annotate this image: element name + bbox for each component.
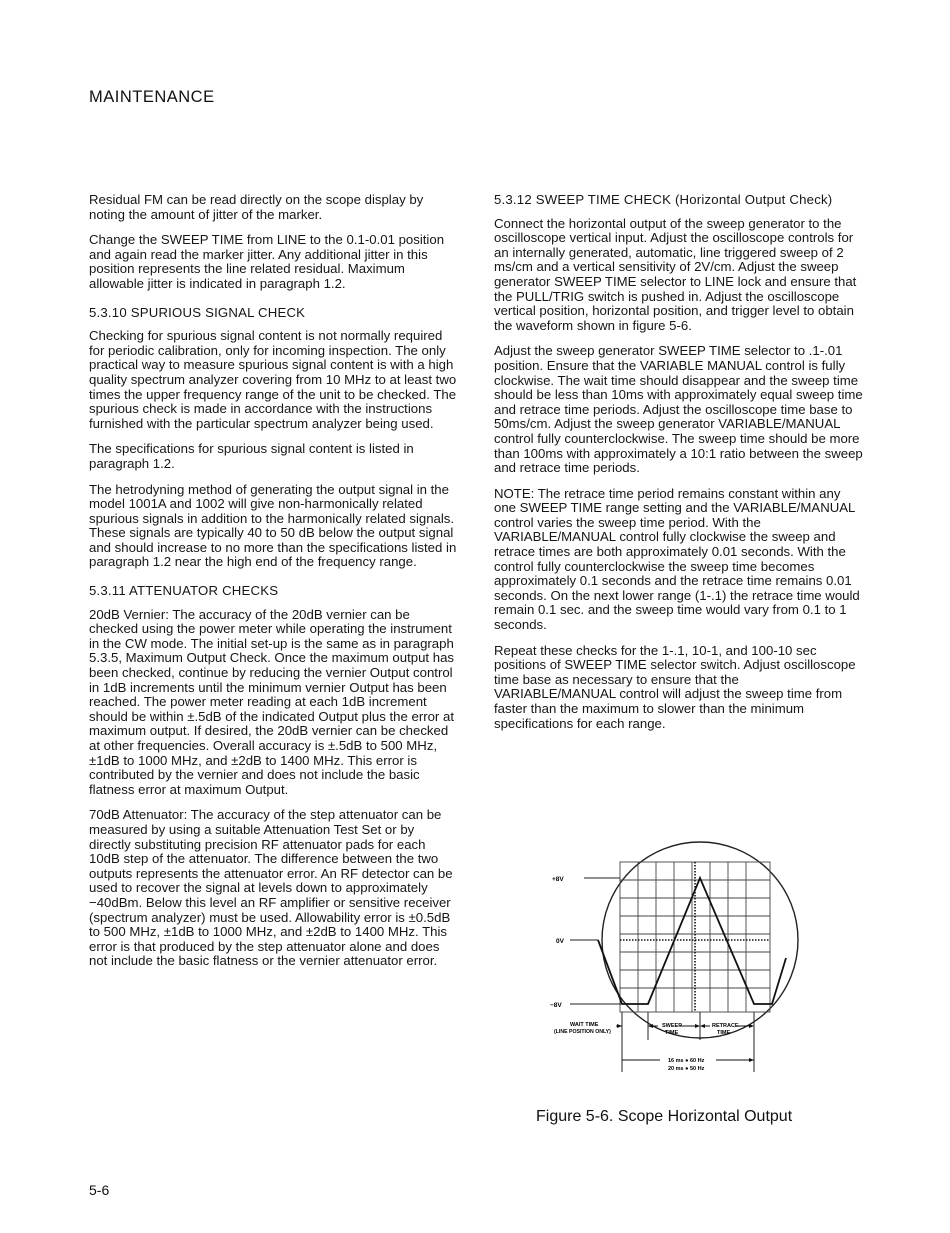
section-heading-attenuator: 5.3.11 ATTENUATOR CHECKS	[89, 583, 279, 599]
arrow-head	[617, 1024, 622, 1028]
scope-display	[540, 840, 810, 1085]
sweep-label: SWEEP	[662, 1023, 682, 1029]
paragraph: Adjust the sweep generator SWEEP TIME selector to .1-.01 position. Ensure that the VARIABLE MANUAL control is fully clockwise. The wait time should disappear and the sweep time should be less than 10ms with approximately equal sweep time and retrace time periods. Adjust the oscilloscope time base to 50ms/cm. Adjust the sweep generator VARIABLE/MANUAL control fully counterclockwise. The sweep time should be more than 100ms with approximately a 10:1 ratio between the sweep and retrace time periods.	[494, 343, 863, 476]
arrow-head	[695, 1024, 700, 1028]
paragraph: Connect the horizontal output of the sweep generator to the oscilloscope vertical input. Adjust the oscilloscope controls for an internally generated, automatic, line triggered sweep of 2 ms/cm and a vertical sensitivity of 2V/cm. Adjust the sweep generator SWEEP TIME selector to LINE lock and ensure that the PULL/TRIG switch is pushed in. Adjust the oscilloscope vertical position, horizontal position, and trigger level to obtain the waveform shown in figure 5-6.	[494, 215, 857, 333]
label-minus-8v: −8V	[550, 1002, 562, 1009]
wait-time-sub: (LINE POSITION ONLY)	[554, 1029, 611, 1035]
paragraph: The specifications for spurious signal content is listed in paragraph 1.2.	[89, 441, 414, 471]
period-60hz: 16 ms ● 60 Hz	[668, 1058, 705, 1064]
left-column	[89, 193, 459, 980]
arrow-head	[749, 1058, 754, 1062]
scope-figure	[540, 840, 810, 1085]
paragraph: The hetrodyning method of generating the output signal in the model 1001A and 1002 will give non-harmonically related spurious signals in addition to the harmonically related signals. These signals are typically 40 to 50 dB below the output signal and should increase to no more than the specifications listed in paragraph 1.2 near the high end of the frequency range.	[89, 481, 457, 570]
retrace-time-label: TIME	[717, 1030, 731, 1036]
period-50hz: 20 ms ● 50 Hz	[668, 1066, 705, 1072]
paragraph: Checking for spurious signal content is not normally required for periodic calibration, only for incoming inspection. The only practical way to measure spurious signal content is with a high quality spectrum analyzer covering from 10 MHz to at least two times the upper frequency range of the unit to be checked. The spurious check is made in accordance with the instructions furnished with the particular spectrum analyzer being used.	[89, 328, 457, 431]
wait-time-label: WAIT TIME	[570, 1022, 599, 1028]
paragraph: 70dB Attenuator: The accuracy of the step attenuator can be measured by using a suitable Attenuation Test Set or by directly substituting precision RF attenuator pads for each 10dB step of the attenuator. The difference between the two outputs represents the attenuator error. An RF detector can be used to recover the signal at levels down to approximately −40dBm. Below this level an RF amplifier or sensitive receiver (spectrum analyzer) must be used. Allowability error is ±0.5dB to 500 MHz, ±1dB to 1000 MHz, and ±2dB to 1400 MHz. This error is that produced by the step attenuator alone and does not include the basic flatness or the vernier attenuator error.	[89, 807, 453, 969]
sweep-time-label: TIME	[665, 1030, 679, 1036]
right-column	[494, 193, 864, 742]
label-plus-8v: +8V	[552, 876, 564, 883]
paragraph: Residual FM can be read directly on the scope display by noting the amount of jitter of the marker.	[89, 192, 424, 222]
retrace-label: RETRACE	[712, 1023, 739, 1029]
figure-caption: Figure 5-6. Scope Horizontal Output	[536, 1108, 793, 1125]
section-heading-sweep: 5.3.12 SWEEP TIME CHECK (Horizontal Output Check)	[494, 192, 833, 207]
page-header: MAINTENANCE	[89, 88, 215, 106]
paragraph: Repeat these checks for the 1-.1, 10-1, and 100-10 sec positions of SWEEP TIME selector switch. Adjust oscilloscope time base as necessary to ensure that the VARIABLE/MANUAL control will adjust the sweep time from faster than the maximum to slower than the minimum specifications for each range.	[494, 642, 856, 731]
arrow-head	[749, 1024, 754, 1028]
paragraph: 20dB Vernier: The accuracy of the 20dB vernier can be checked using the power meter while operating the instrument in the CW mode. The initial set-up is the same as in paragraph 5.3.5, Maximum Output Check. Once the maximum output has been checked, continue by reducing the vernier Output control in 1dB increments until the minimum vernier Output has been reached. The power meter reading at each 1dB increment should be within ±.5dB of the indicated Output plus the error at maximum output. If desired, the 20dB vernier can be checked at other frequencies. Overall accuracy is ±.5dB to 500 MHz, ±1dB to 1000 MHz, and ±2dB to 1400 MHz. This error is contributed by the vernier and does not include the basic flatness error at maximum Output.	[89, 606, 455, 797]
label-0v: 0V	[556, 938, 564, 945]
crt-outline	[602, 842, 798, 1038]
note-paragraph: NOTE: The retrace time period remains constant within any one SWEEP TIME range setting and the VARIABLE/MANUAL control varies the sweep time period. With the VARIABLE/MANUAL control fully clockwise the sweep and retrace times are both approximately 0.01 seconds. With the control fully counterclockwise the sweep time becomes approximately 0.1 seconds and the retrace time remains 0.01 seconds. On the next lower range (1-.1) the retrace time would remain 0.1 sec. and the sweep time would vary from 0.1 to 1 seconds.	[494, 485, 860, 633]
page-number: 5-6	[89, 1182, 110, 1198]
arrow-head	[700, 1024, 705, 1028]
paragraph: Change the SWEEP TIME from LINE to the 0.1-0.01 position and again read the marker jitter. Any additional jitter in this position represents the line related residual. Maximum allowable jitter is indicated in paragraph 1.2.	[89, 232, 445, 291]
section-heading-spurious: 5.3.10 SPURIOUS SIGNAL CHECK	[89, 304, 306, 320]
